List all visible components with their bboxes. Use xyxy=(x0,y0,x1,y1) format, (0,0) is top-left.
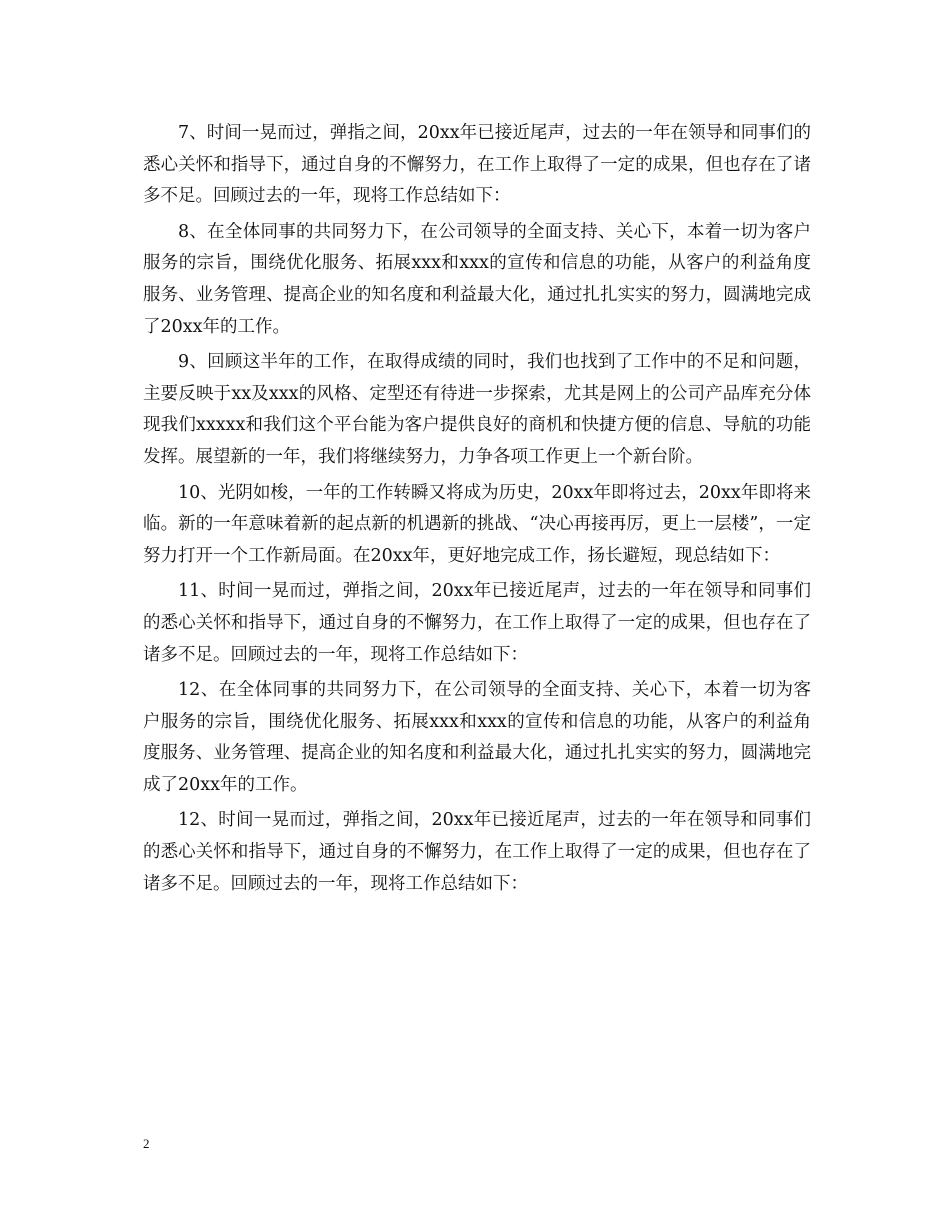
paragraph-12a: 12、在全体同事的共同努力下，在公司领导的全面支持、关心下，本着一切为客户服务的宗旨，围绕优化服务、拓展xxx和xxx的宣传和信息的功能，从客户的利益角度服务、业务管理、提高企业的知名度和利益最大化，通过扎扎实实的努力，圆满地完成了20xx年的工作。 xyxy=(143,680,811,795)
document-body xyxy=(143,118,811,904)
paragraph-9: 9、回顾这半年的工作，在取得成绩的同时，我们也找到了工作中的不足和问题，主要反映于xx及xxx的风格、定型还有待进一步探索，尤其是网上的公司产品库充分体现我们xxxxx和我们这个平台能为客户提供良好的商机和快捷方便的信息、导航的功能发挥。展望新的一年，我们将继续努力，力争各项工作更上一个新台阶。 xyxy=(143,352,811,467)
paragraph-11: 11、时间一晃而过，弹指之间，20xx年已接近尾声，过去的一年在领导和同事们的悉心关怀和指导下，通过自身的不懈努力，在工作上取得了一定的成果，但也存在了诸多不足。回顾过去的一年，现将工作总结如下： xyxy=(143,581,811,665)
paragraph-12b: 12、时间一晃而过，弹指之间，20xx年已接近尾声，过去的一年在领导和同事们的悉心关怀和指导下，通过自身的不懈努力，在工作上取得了一定的成果，但也存在了诸多不足。回顾过去的一年，现将工作总结如下： xyxy=(143,810,811,894)
page-number: 2 xyxy=(143,1136,150,1151)
paragraph-7: 7、时间一晃而过，弹指之间，20xx年已接近尾声，过去的一年在领导和同事们的悉心关怀和指导下，通过自身的不懈努力，在工作上取得了一定的成果，但也存在了诸多不足。回顾过去的一年，现将工作总结如下： xyxy=(143,123,811,207)
paragraph-8: 8、在全体同事的共同努力下，在公司领导的全面支持、关心下，本着一切为客户服务的宗旨，围绕优化服务、拓展xxx和xxx的宣传和信息的功能，从客户的利益角度服务、业务管理、提高企业的知名度和利益最大化，通过扎扎实实的努力，圆满地完成了20xx年的工作。 xyxy=(143,221,811,337)
paragraph-10: 10、光阴如梭，一年的工作转瞬又将成为历史，20xx年即将过去，20xx年即将来临。新的一年意味着新的起点新的机遇新的挑战、“决心再接再厉，更上一层楼”，一定努力打开一个工作新局面。在20xx年，更好地完成工作，扬长避短，现总结如下： xyxy=(143,482,811,566)
